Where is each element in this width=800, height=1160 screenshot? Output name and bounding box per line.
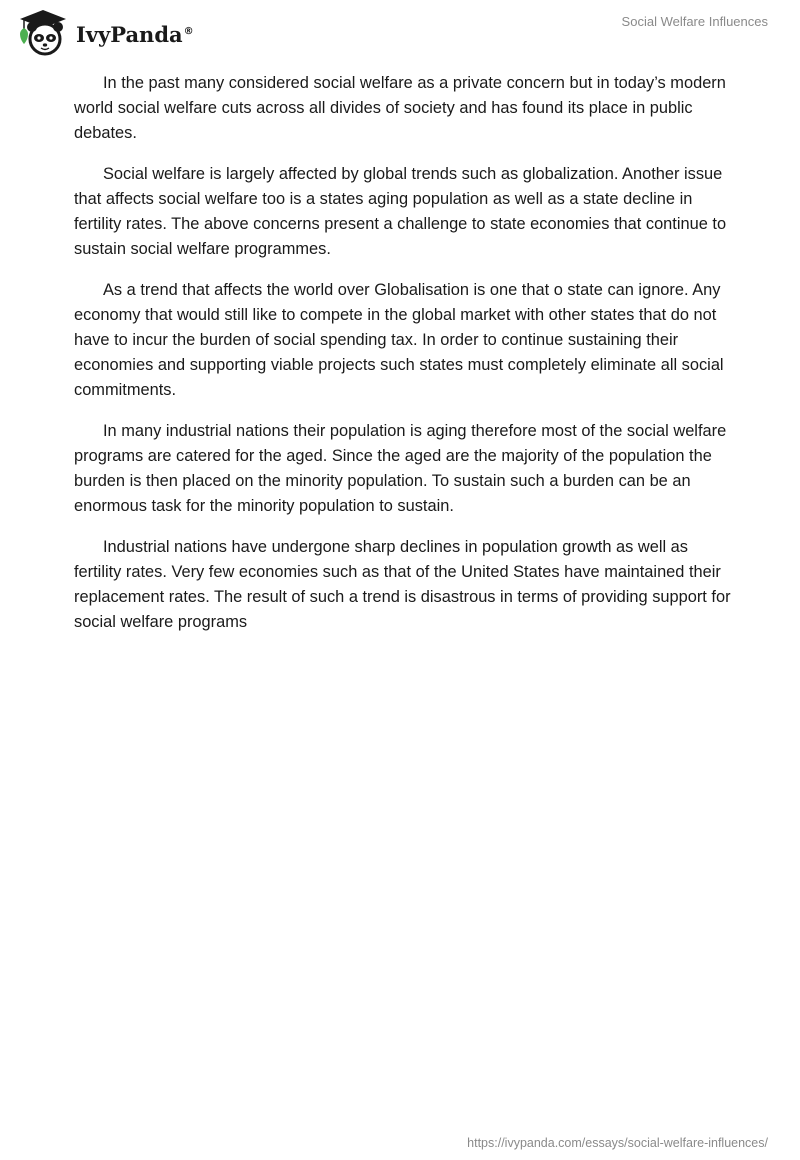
paragraph-3: As a trend that affects the world over Globalisation is one that o state can ignore. Any economy that would still like to compete in the global market with other states that do not have to incur the burden of social spending tax. In order to continue sustaining their economies and supporting viable projects such states must completely eliminate all social commitments.	[74, 281, 724, 399]
paragraph-1: In the past many considered social welfare as a private concern but in today’s modern world social welfare cuts across all divides of society and has found its place in public debates.	[74, 74, 726, 142]
page-header	[0, 0, 800, 60]
registered-mark: ®	[183, 25, 194, 37]
paragraph-4: In many industrial nations their population is aging therefore most of the social welfare programs are catered for the aged. Since the aged are the majority of the population the burden is then placed on the minority population. To sustain such a burden can be an enormous task for the minority population to sustain.	[74, 422, 727, 515]
paragraph-5: Industrial nations have undergone sharp declines in population growth as well as fertility rates. Very few economies such as that of the United States have maintained their replacement rates. The result of such a trend is disastrous in terms of providing support for social welfare programs	[74, 538, 731, 631]
brand-name: IvyPanda®	[76, 21, 194, 47]
footer-source-url[interactable]: https://ivypanda.com/essays/social-welfare-influences/	[467, 1136, 768, 1150]
paragraph-2: Social welfare is largely affected by global trends such as globalization. Another issue that affects social welfare too is a states aging population as well as a state decline in fertility rates. The above concerns present a challenge to state economies that continue to sustain social welfare programmes.	[74, 165, 727, 258]
running-title: Social Welfare Influences	[621, 14, 768, 29]
brand-logo[interactable]	[14, 8, 194, 58]
panda-graduate-icon	[14, 8, 72, 58]
essay-body	[74, 71, 734, 651]
